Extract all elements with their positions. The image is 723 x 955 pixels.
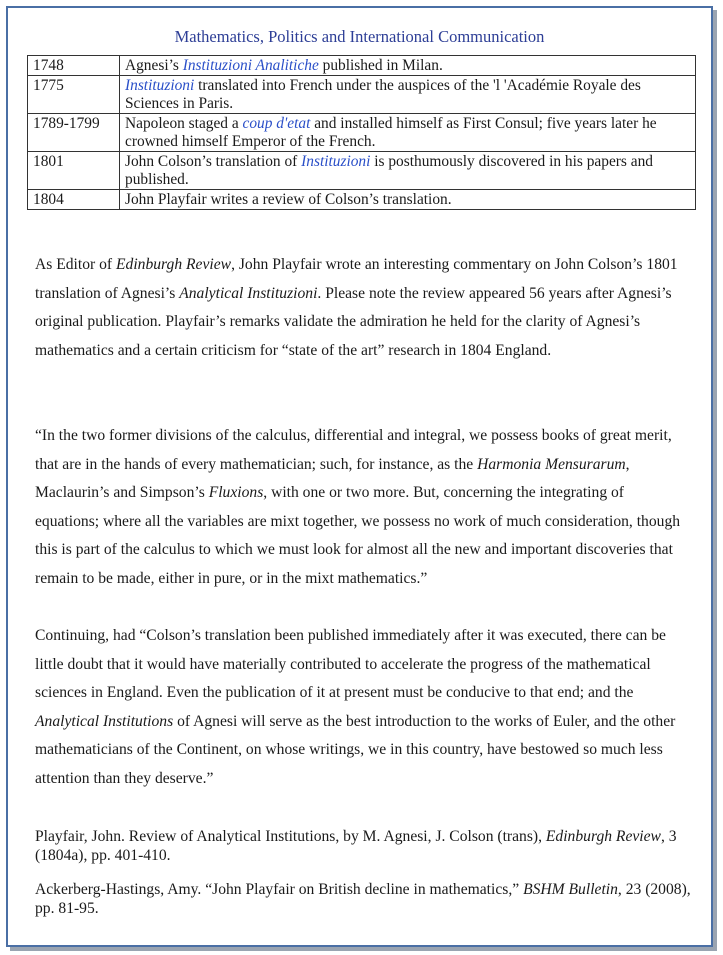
- timeline-row: [28, 152, 696, 190]
- text-run: John Playfair writes a review of Colson’s translation.: [125, 191, 452, 208]
- timeline-row: [28, 56, 696, 76]
- title-link-text: Instituzioni Analitiche: [182, 57, 319, 74]
- title-link-text: coup d'etat: [242, 115, 311, 132]
- page-frame: [6, 6, 713, 947]
- italic-text: Fluxions: [208, 484, 264, 502]
- text-run: , with one or two more. But, concerning the integrating of equations; where all the variables are mixt together, we possess no work of much consideration, though this is part of the calculus to which we must look for almost all the new and important discoveries that remain to be made, either in pure, or in the mixt mathematics.”: [35, 484, 681, 587]
- italic-text: Edinburgh Review: [545, 828, 661, 845]
- text-run: John Colson’s translation of: [125, 153, 302, 170]
- text-run: , Maclaurin’s and Simpson’s: [35, 455, 630, 502]
- text-run: Ackerberg-Hastings, Amy. “John Playfair on British decline in mathematics,”: [35, 881, 524, 898]
- text-run: “In the two former divisions of the calculus, differential and integral, we possess books of great merit, that are in the hands of every mathematician; such, for instance, as the: [35, 427, 672, 473]
- text-run: , 3 (1804a), pp. 401-410.: [35, 828, 677, 864]
- text-run: As Editor of: [35, 256, 116, 273]
- timeline-row: [28, 76, 696, 114]
- timeline-row: [28, 190, 696, 210]
- text-run: Napoleon staged a: [125, 115, 243, 132]
- timeline-event: [120, 152, 696, 190]
- paragraph-quote-2: [35, 622, 690, 794]
- text-run: . Please note the review appeared 56 years after Agnesi’s original publication. Playfair’s remarks validate the admiration he held for the clarity of Agnesi’s mathematics and a certain criticism for “state of the art” research in 1804 England.: [35, 284, 672, 359]
- text-run: translated into French under the auspices of the 'l 'Académie Royale des Sciences in Paris.: [125, 77, 641, 112]
- paragraph-quote-1: [35, 422, 690, 594]
- timeline-table: [27, 55, 696, 210]
- text-run: published in Milan.: [318, 57, 443, 74]
- paragraph-intro: [35, 251, 690, 365]
- title-link-text: Instituzioni: [301, 153, 371, 170]
- italic-text: Edinburgh Review: [116, 256, 232, 273]
- timeline-event: [120, 76, 696, 114]
- timeline-year: 1804: [28, 190, 120, 210]
- timeline-event: [120, 114, 696, 152]
- references: [35, 827, 695, 933]
- timeline-year: 1748: [28, 56, 120, 76]
- timeline-year: 1775: [28, 76, 120, 114]
- text-run: and installed himself as First Consul; five years later he crowned himself Emperor of the French.: [125, 115, 657, 150]
- text-run: Continuing, had “Colson’s translation been published immediately after it was executed, there can be little doubt that it would have materially contributed to accelerate the progress of the mathematical sciences in England. Even the publication of it at present must be conducive to that end; and the: [35, 627, 666, 702]
- text-run: of Agnesi will serve as the best introduction to the works of Euler, and the other mathematicians of the Continent, on whose writings, we in this country, have bestowed so much less attention than they deserve.”: [35, 712, 676, 787]
- italic-text: Analytical Institutions: [35, 712, 174, 730]
- text-run: , 23 (2008), pp. 81-95.: [35, 881, 691, 917]
- text-run: Agnesi’s: [125, 57, 183, 74]
- italic-text: Analytical Instituzioni: [179, 284, 318, 302]
- page-header: Mathematics, Politics and International Communication: [174, 27, 545, 46]
- italic-text: BSHM Bulletin: [523, 881, 618, 898]
- timeline-event: [120, 56, 696, 76]
- timeline-event: [120, 190, 696, 210]
- text-run: Playfair, John. Review of Analytical Institutions, by M. Agnesi, J. Colson (trans),: [35, 828, 546, 845]
- timeline-year: 1789-1799: [28, 114, 120, 152]
- text-run: is posthumously discovered in his papers and published.: [125, 153, 653, 188]
- reference-ackerberg: [35, 880, 695, 918]
- title-link-text: Instituzioni: [125, 77, 195, 94]
- italic-text: Harmonia Mensurarum: [477, 455, 626, 473]
- reference-playfair: [35, 827, 695, 865]
- text-run: , John Playfair wrote an interesting commentary on John Colson’s 1801 translation of Agnesi’s: [35, 256, 678, 302]
- timeline-year: 1801: [28, 152, 120, 190]
- timeline-row: [28, 114, 696, 152]
